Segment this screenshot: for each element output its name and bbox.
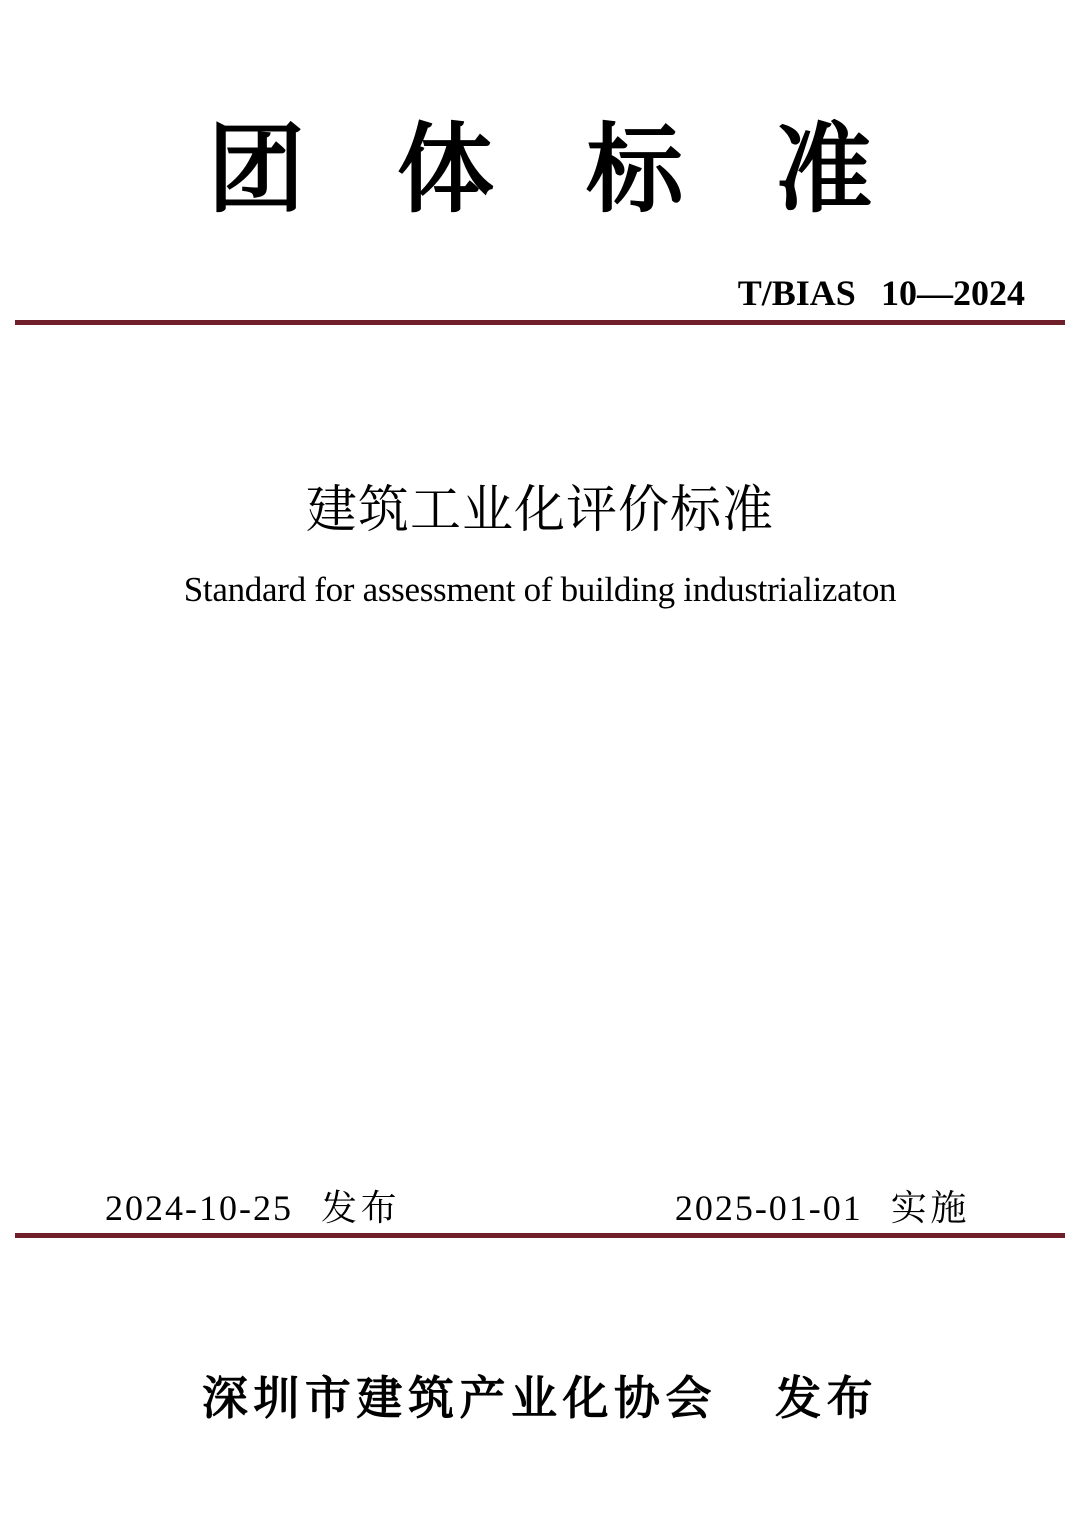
standard-title-en: Standard for assessment of building industrializaton <box>183 570 897 609</box>
issue-date-label: 发布 <box>320 1188 401 1228</box>
issue-date: 2024-10-25 <box>105 1188 293 1228</box>
implement-date-label: 实施 <box>890 1188 970 1228</box>
publisher-name: 深圳市建筑产业化协会 <box>201 1372 718 1424</box>
publisher-action-label: 发布 <box>775 1372 879 1424</box>
dates-row <box>105 1180 970 1231</box>
implement-date: 2025-01-01 <box>674 1188 863 1228</box>
top-divider-line <box>15 320 1065 325</box>
doc-type-title: 团体标准 <box>207 115 965 224</box>
issue-date-group <box>105 1180 400 1231</box>
bottom-divider-line <box>15 1233 1065 1238</box>
publisher-row <box>0 1362 1080 1428</box>
implement-date-group <box>675 1180 970 1231</box>
standard-title-zh: 建筑工业化评价标准 <box>305 483 775 539</box>
standard-code: T/BIAS 10—2024 <box>737 273 1025 313</box>
